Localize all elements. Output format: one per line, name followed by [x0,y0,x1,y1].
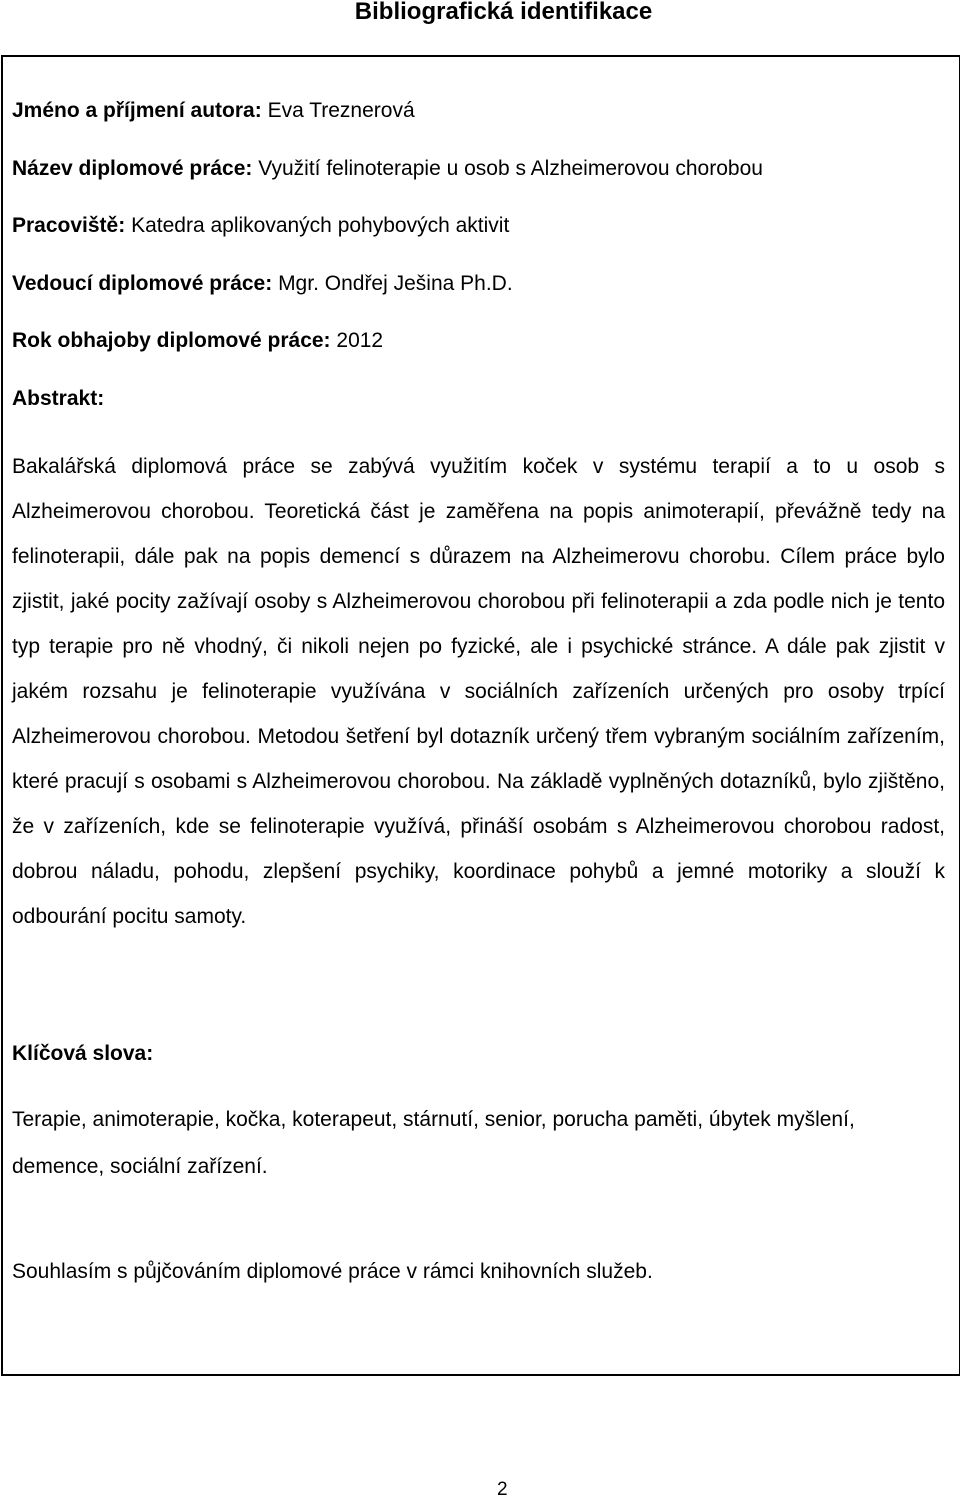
keywords-heading: Klíčová slova: [12,1042,154,1065]
supervisor-label: Vedoucí diplomové práce: [12,272,273,295]
supervisor-row [12,271,513,297]
thesis-title-value: Využití felinoterapie u osob s Alzheimerovou chorobou [252,157,763,180]
workplace-row [12,213,509,239]
page-title: Bibliografická identifikace [354,0,653,25]
defense-year-label: Rok obhajoby diplomové práce: [12,329,331,352]
defense-year-row [12,328,383,354]
supervisor-value: Mgr. Ondřej Ješina Ph.D. [272,272,513,295]
thesis-title-row [12,156,763,182]
thesis-title-label: Název diplomové práce: [12,157,253,180]
defense-year-value: 2012 [330,329,384,352]
author-value: Eva Treznerová [261,99,415,122]
author-row [12,98,415,124]
author-label: Jméno a příjmení autora: [12,99,262,122]
keywords-text: Terapie, animoterapie, kočka, koterapeut, stárnutí, senior, porucha paměti, úbytek myšlení, demence, sociální zařízení. [12,1108,855,1178]
workplace-value: Katedra aplikovaných pohybových aktivit [125,214,510,237]
abstract-text: Bakalářská diplomová práce se zabývá využitím koček v systému terapií a to u osob s Alzheimerovou chorobou. Teoretická část je zaměřena na popis animoterapií, převážně tedy na felinoterapii, dále pak na popis demencí s důrazem na Alzheimerovu chorobu. Cílem práce bylo zjistit, jaké pocity zažívají osoby s Alzheimerovou chorobou při felinoterapii a zda podle nich je tento typ terapie pro ně vhodný, či nikoli nejen po fyzické, ale i psychické stránce. A dále pak zjistit v jakém rozsahu je felinoterapie využívána v sociálních zařízeních určených pro osoby trpící Alzheimerovou chorobou. Metodou šetření byl dotazník určený třem vybraným sociálním zařízením, které pracují s osobami s Alzheimerovou chorobou. Na základě vyplněných dotazníků, bylo zjištěno, že v zařízeních, kde se felinoterapie využívá, přináší osobám s Alzheimerovou chorobou radost, dobrou náladu, pohodu, zlepšení psychiky, koordinace pohybů a jemné motoriky a slouží k odbourání pocitu samoty. [12,455,945,928]
consent-statement: Souhlasím s půjčováním diplomové práce v rámci knihovních služeb. [12,1260,653,1283]
workplace-label: Pracoviště: [12,214,126,237]
abstract-heading: Abstrakt: [12,387,105,410]
page-number: 2 [497,1479,508,1500]
